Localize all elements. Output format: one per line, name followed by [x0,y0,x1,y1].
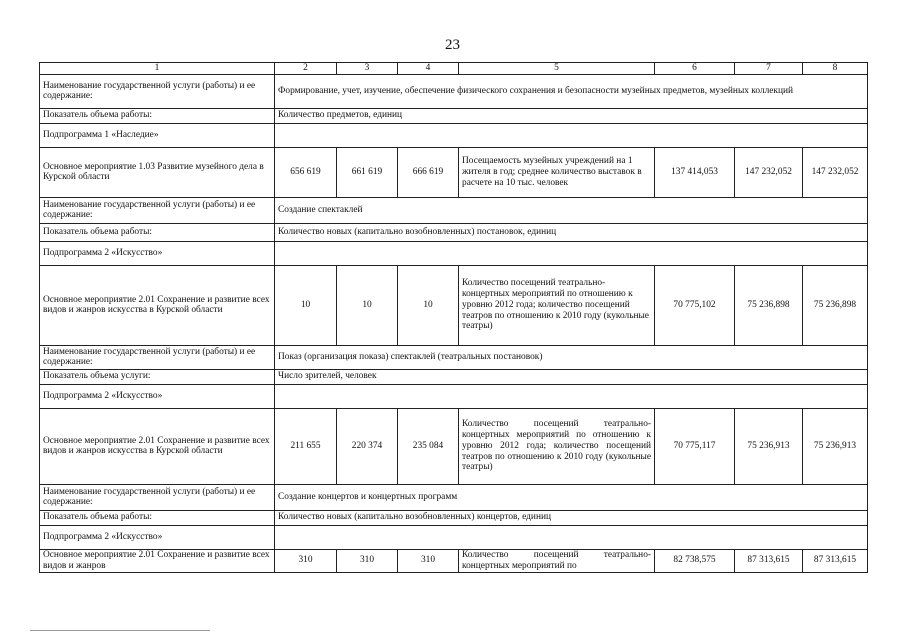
scan-edge-line [30,630,210,631]
value-col-7: 87 313,615 [735,549,803,572]
table-row [40,408,868,484]
column-header-4: 4 [398,63,459,75]
value-col-2: 310 [275,549,337,572]
table-row [40,265,868,345]
value-col-8: 75 236,898 [803,265,868,345]
value-col-8: 75 236,913 [803,408,868,484]
value-col-3: 661 619 [337,147,398,197]
service-name-label: Наименование государственной услуги (работы) и ее содержание: [40,345,275,369]
main-activity-label: Основное мероприятие 2.01 Сохранение и развитие всех видов и жанров [40,549,275,572]
main-activity-label: Основное мероприятие 1.03 Развитие музейного дела в Курской области [40,147,275,197]
service-name-value: Формирование, учет, изучение, обеспечение физического сохранения и безопасности музейных предметов, музейных коллекций [275,74,868,108]
value-col-4: 235 084 [398,408,459,484]
value-col-7: 75 236,898 [735,265,803,345]
value-col-4: 310 [398,549,459,572]
value-col-2: 211 655 [275,408,337,484]
column-number-row [40,63,868,75]
service-name-value: Создание концертов и концертных программ [275,484,868,510]
volume-indicator-label: Показатель объема работы: [40,510,275,525]
column-header-5: 5 [459,63,655,75]
subprogram-empty-cell [275,241,868,265]
table-row [40,197,868,223]
subprogram-empty-cell [275,123,868,147]
table-row [40,241,868,265]
column-header-1: 1 [40,63,275,75]
value-col-3: 10 [337,265,398,345]
service-name-value: Создание спектаклей [275,197,868,223]
volume-indicator-value: Число зрителей, человек [275,369,868,384]
value-col-7: 75 236,913 [735,408,803,484]
value-col-8: 147 232,052 [803,147,868,197]
service-name-label: Наименование государственной услуги (работы) и ее содержание: [40,197,275,223]
table-row [40,223,868,241]
table-row [40,484,868,510]
table-row [40,108,868,123]
value-col-7: 147 232,052 [735,147,803,197]
service-name-label: Наименование государственной услуги (работы) и ее содержание: [40,484,275,510]
subprogram-label: Подпрограмма 2 «Искусство» [40,241,275,265]
volume-indicator-label: Показатель объема работы: [40,223,275,241]
column-header-8: 8 [803,63,868,75]
value-col-2: 10 [275,265,337,345]
subprogram-empty-cell [275,384,868,408]
volume-indicator-value: Количество новых (капитально возобновленных) концертов, единиц [275,510,868,525]
volume-indicator-label: Показатель объема услуги: [40,369,275,384]
table-row [40,369,868,384]
indicator-text: Количество посещений театрально-концертных мероприятий по [459,549,655,572]
column-header-2: 2 [275,63,337,75]
table-row [40,384,868,408]
subprogram-label: Подпрограмма 2 «Искусство» [40,525,275,549]
value-col-3: 220 374 [337,408,398,484]
indicator-text: Посещаемость музейных учреждений на 1 жителя в год; среднее количество выставок в расчете на 10 тыс. человек [459,147,655,197]
value-col-6: 82 738,575 [655,549,735,572]
value-col-6: 70 775,102 [655,265,735,345]
value-col-6: 137 414,053 [655,147,735,197]
volume-indicator-value: Количество предметов, единиц [275,108,868,123]
value-col-4: 10 [398,265,459,345]
page-number: 23 [445,37,460,53]
table-row [40,147,868,197]
table-row [40,510,868,525]
main-activity-label: Основное мероприятие 2.01 Сохранение и развитие всех видов и жанров искусства в Курской области [40,408,275,484]
main-activity-label: Основное мероприятие 2.01 Сохранение и развитие всех видов и жанров искусства в Курской области [40,265,275,345]
value-col-2: 656 619 [275,147,337,197]
indicator-text: Количество посещений театрально-концертных мероприятий по отношению к уровню 2012 года; количество посещений театров по отношению к 2010 году (кукольные театры) [459,408,655,484]
indicator-text: Количество посещений театрально-концертных мероприятий по отношению к уровню 2012 года; количество посещений театров по отношению к 2010 году (кукольные театры) [459,265,655,345]
volume-indicator-label: Показатель объема работы: [40,108,275,123]
value-col-6: 70 775,117 [655,408,735,484]
table-row [40,345,868,369]
value-col-4: 666 619 [398,147,459,197]
table-row [40,525,868,549]
column-header-7: 7 [735,63,803,75]
value-col-8: 87 313,615 [803,549,868,572]
state-program-table [39,62,868,573]
subprogram-label: Подпрограмма 2 «Искусство» [40,384,275,408]
table-row [40,549,868,572]
table-row [40,74,868,108]
subprogram-label: Подпрограмма 1 «Наследие» [40,123,275,147]
service-name-label: Наименование государственной услуги (работы) и ее содержание: [40,74,275,108]
subprogram-empty-cell [275,525,868,549]
value-col-3: 310 [337,549,398,572]
volume-indicator-value: Количество новых (капитально возобновленных) постановок, единиц [275,223,868,241]
service-name-value: Показ (организация показа) спектаклей (театральных постановок) [275,345,868,369]
table-row [40,123,868,147]
column-header-6: 6 [655,63,735,75]
column-header-3: 3 [337,63,398,75]
